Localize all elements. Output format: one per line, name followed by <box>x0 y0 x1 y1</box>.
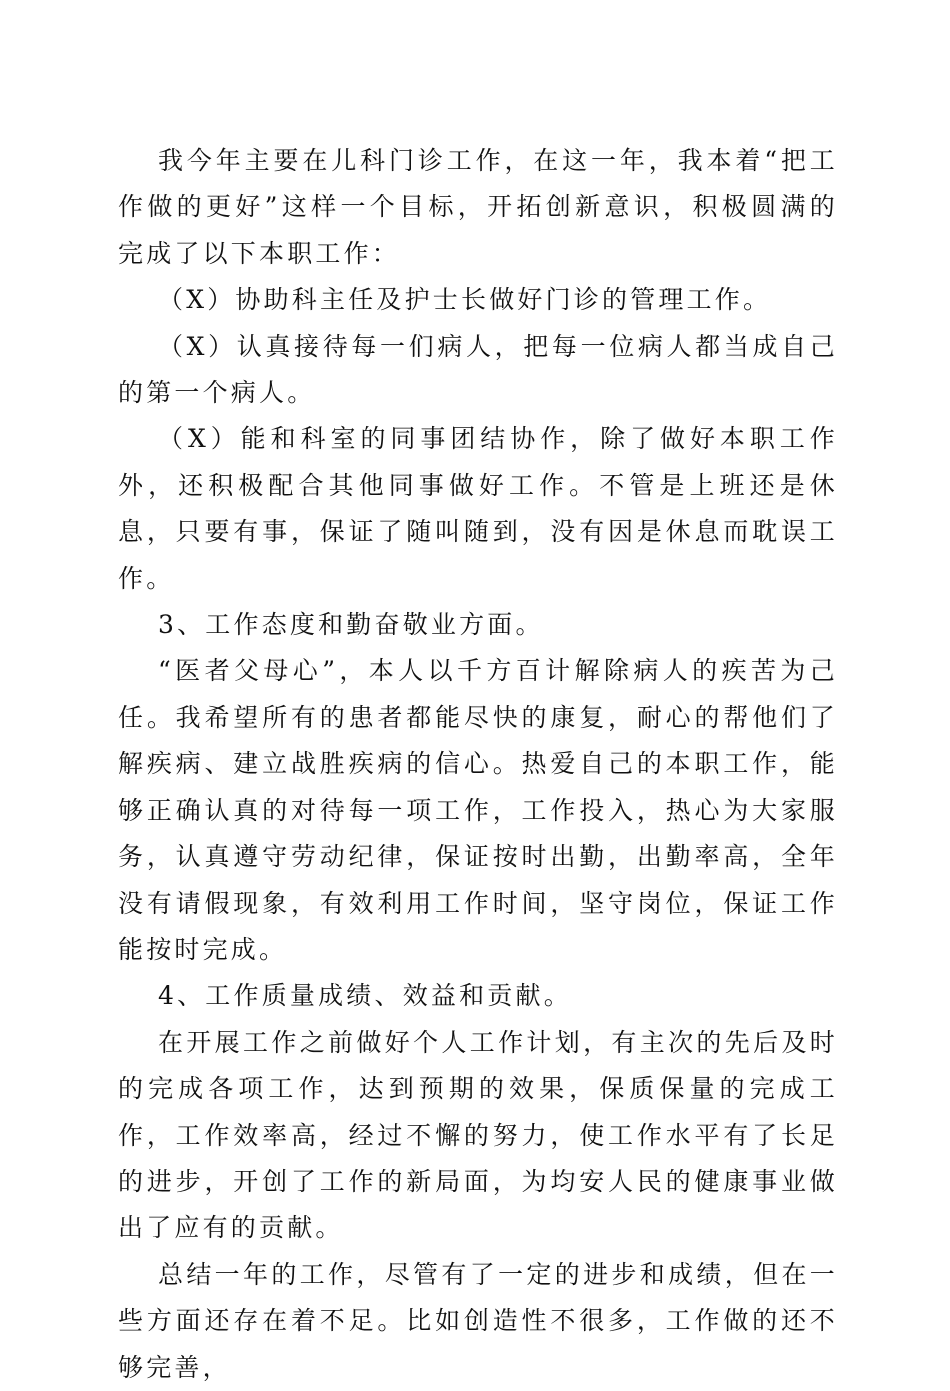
document-body <box>118 138 838 1391</box>
paragraph-item-patients: （X）认真接待每一们病人，把每一位病人都当成自己的第一个病人。 <box>118 331 838 408</box>
paragraph-summary: 总结一年的工作，尽管有了一定的进步和成绩，但在一些方面还存在着不足。比如创造性不很多，工作做的还不够完善， <box>118 1259 838 1382</box>
paragraph-item-management: （X）协助科主任及护士长做好门诊的管理工作。 <box>158 285 772 315</box>
section-heading-attitude: 3、工作态度和勤奋敬业方面。 <box>158 610 544 640</box>
section-heading-quality: 4、工作质量成绩、效益和贡献。 <box>158 981 572 1011</box>
paragraph-quality: 在开展工作之前做好个人工作计划，有主次的先后及时的完成各项工作，达到预期的效果，保质保量的完成工作，工作效率高，经过不懈的努力，使工作水平有了长足的进步，开创了工作的新局面，为均安人民的健康事业做出了应有的贡献。 <box>118 1027 838 1243</box>
paragraph-attitude: “医者父母心”，本人以千方百计解除病人的疾苦为己任。我希望所有的患者都能尽快的康复，耐心的帮他们了解疾病、建立战胜疾病的信心。热爱自己的本职工作，能够正确认真的对待每一项工作，工作投入，热心为大家服务，认真遵守劳动纪律，保证按时出勤，出勤率高，全年没有请假现象，有效利用工作时间，坚守岗位，保证工作能按时完成。 <box>118 656 838 964</box>
paragraph-intro: 我今年主要在儿科门诊工作，在这一年，我本着“把工作做的更好”这样一个目标，开拓创新意识，积极圆满的完成了以下本职工作： <box>118 146 838 268</box>
paragraph-item-teamwork: （X）能和科室的同事团结协作，除了做好本职工作外，还积极配合其他同事做好工作。不管是上班还是休息，只要有事，保证了随叫随到，没有因是休息而耽误工作。 <box>118 424 838 593</box>
